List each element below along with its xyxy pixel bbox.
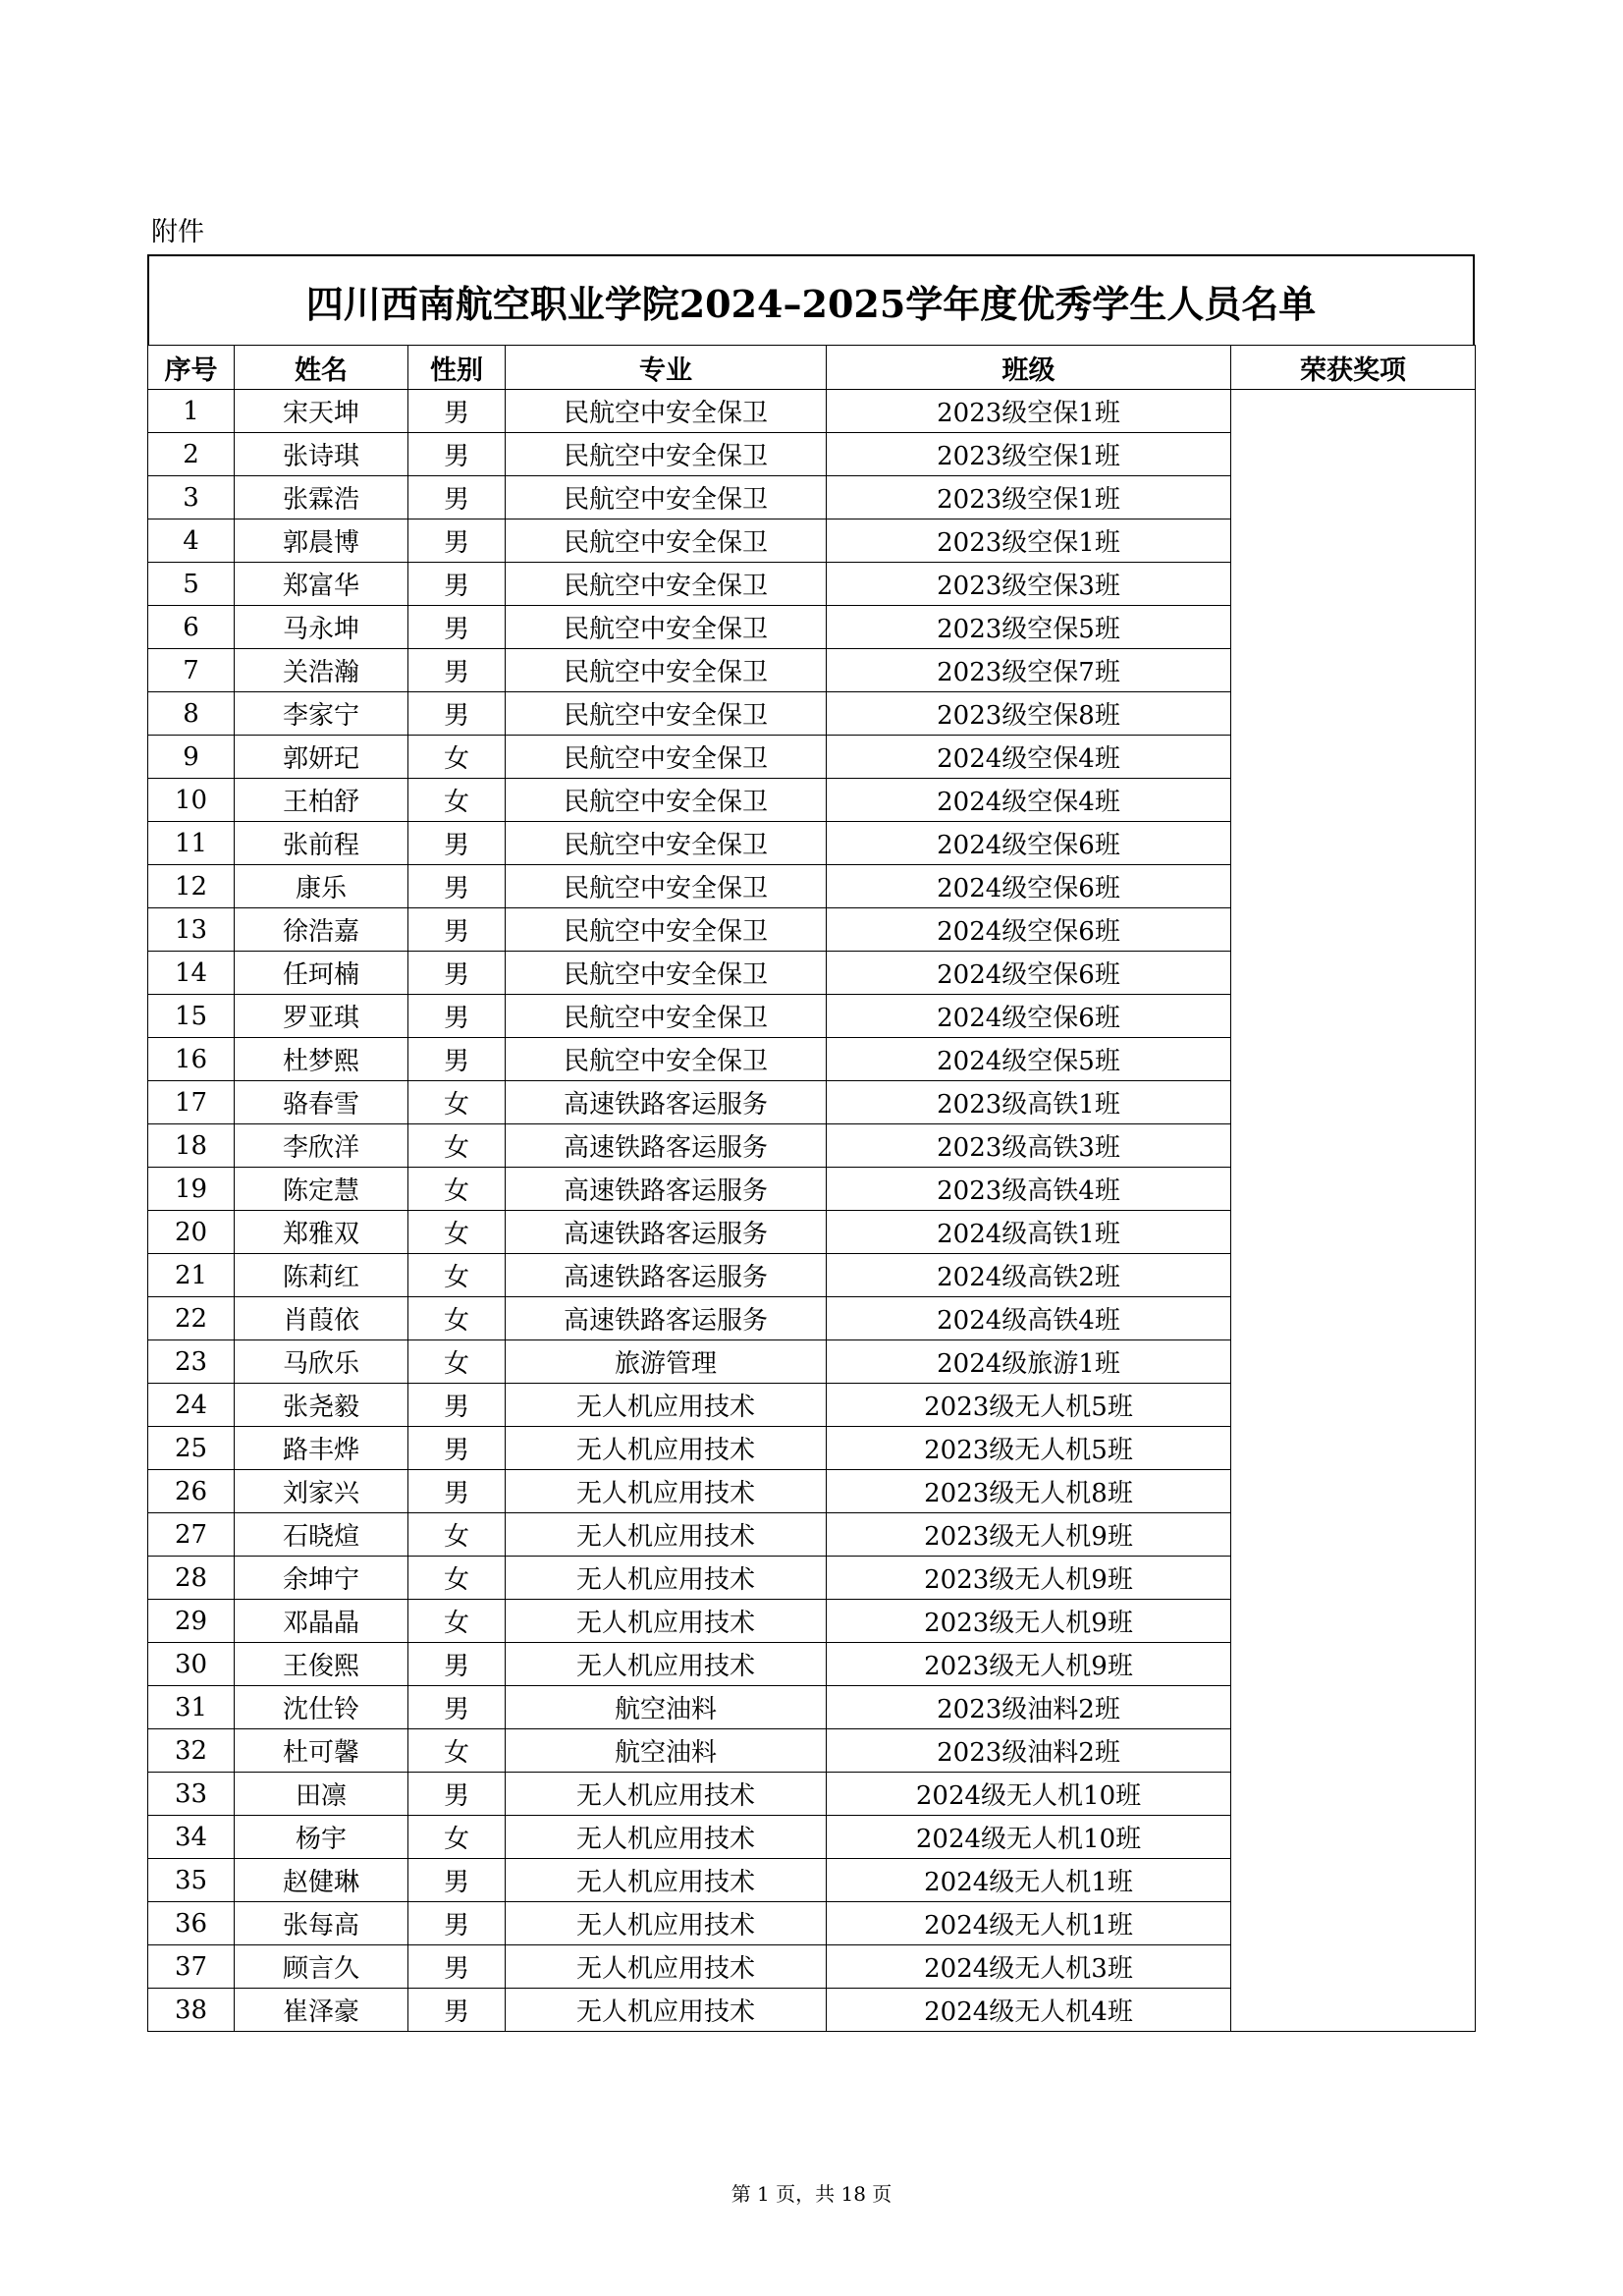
cell-major: 无人机应用技术: [506, 1427, 827, 1470]
cell-gender: 女: [408, 1124, 506, 1168]
cell-class: 2024级无人机3班: [827, 1945, 1231, 1989]
cell-gender: 女: [408, 1729, 506, 1773]
cell-class: 2023级空保7班: [827, 649, 1231, 692]
cell-major: 高速铁路客运服务: [506, 1211, 827, 1254]
cell-name: 路丰烨: [235, 1427, 408, 1470]
cell-index: 19: [148, 1168, 235, 1211]
cell-name: 赵健琳: [235, 1859, 408, 1902]
cell-name: 崔泽豪: [235, 1989, 408, 2032]
cell-gender: 男: [408, 649, 506, 692]
cell-gender: 男: [408, 1859, 506, 1902]
cell-major: 无人机应用技术: [506, 1773, 827, 1816]
cell-major: 民航空中安全保卫: [506, 908, 827, 952]
cell-name: 郭妍玘: [235, 736, 408, 779]
header-award: 荣获奖项: [1231, 346, 1476, 390]
cell-index: 12: [148, 865, 235, 908]
cell-major: 高速铁路客运服务: [506, 1254, 827, 1297]
cell-name: 任珂楠: [235, 952, 408, 995]
cell-class: 2024级无人机10班: [827, 1816, 1231, 1859]
cell-major: 无人机应用技术: [506, 1859, 827, 1902]
cell-class: 2023级空保1班: [827, 476, 1231, 519]
cell-major: 民航空中安全保卫: [506, 1038, 827, 1081]
cell-name: 顾言久: [235, 1945, 408, 1989]
cell-class: 2023级无人机8班: [827, 1470, 1231, 1513]
cell-major: 无人机应用技术: [506, 1902, 827, 1945]
cell-gender: 女: [408, 1513, 506, 1557]
cell-index: 32: [148, 1729, 235, 1773]
cell-class: 2024级空保5班: [827, 1038, 1231, 1081]
cell-index: 2: [148, 433, 235, 476]
cell-name: 陈定慧: [235, 1168, 408, 1211]
cell-major: 高速铁路客运服务: [506, 1124, 827, 1168]
cell-class: 2024级空保6班: [827, 995, 1231, 1038]
cell-major: 民航空中安全保卫: [506, 822, 827, 865]
cell-class: 2023级空保5班: [827, 606, 1231, 649]
cell-class: 2024级空保4班: [827, 779, 1231, 822]
cell-index: 27: [148, 1513, 235, 1557]
cell-class: 2024级无人机1班: [827, 1902, 1231, 1945]
cell-name: 马欣乐: [235, 1340, 408, 1384]
cell-name: 余坤宁: [235, 1557, 408, 1600]
cell-major: 民航空中安全保卫: [506, 390, 827, 433]
cell-major: 民航空中安全保卫: [506, 519, 827, 563]
cell-class: 2024级无人机1班: [827, 1859, 1231, 1902]
cell-index: 28: [148, 1557, 235, 1600]
cell-index: 34: [148, 1816, 235, 1859]
cell-name: 张前程: [235, 822, 408, 865]
header-index: 序号: [148, 346, 235, 390]
cell-class: 2023级空保1班: [827, 433, 1231, 476]
cell-gender: 男: [408, 433, 506, 476]
cell-major: 航空油料: [506, 1729, 827, 1773]
cell-index: 5: [148, 563, 235, 606]
cell-name: 王柏舒: [235, 779, 408, 822]
cell-class: 2023级油料2班: [827, 1686, 1231, 1729]
cell-class: 2024级空保6班: [827, 908, 1231, 952]
cell-gender: 男: [408, 1902, 506, 1945]
cell-gender: 男: [408, 908, 506, 952]
cell-gender: 男: [408, 519, 506, 563]
cell-index: 6: [148, 606, 235, 649]
cell-index: 30: [148, 1643, 235, 1686]
cell-index: 15: [148, 995, 235, 1038]
cell-gender: 女: [408, 1557, 506, 1600]
cell-name: 郑富华: [235, 563, 408, 606]
cell-class: 2023级空保1班: [827, 519, 1231, 563]
cell-gender: 男: [408, 390, 506, 433]
award-list-sheet: [147, 254, 1475, 2032]
cell-major: 民航空中安全保卫: [506, 779, 827, 822]
cell-index: 35: [148, 1859, 235, 1902]
cell-name: 张诗琪: [235, 433, 408, 476]
cell-index: 22: [148, 1297, 235, 1340]
cell-gender: 男: [408, 995, 506, 1038]
cell-index: 13: [148, 908, 235, 952]
cell-index: 17: [148, 1081, 235, 1124]
cell-index: 16: [148, 1038, 235, 1081]
cell-class: 2024级高铁4班: [827, 1297, 1231, 1340]
cell-name: 肖葭依: [235, 1297, 408, 1340]
cell-gender: 男: [408, 822, 506, 865]
cell-name: 邓晶晶: [235, 1600, 408, 1643]
cell-class: 2023级空保1班: [827, 390, 1231, 433]
cell-gender: 男: [408, 1384, 506, 1427]
cell-index: 23: [148, 1340, 235, 1384]
header-class: 班级: [827, 346, 1231, 390]
cell-class: 2024级空保6班: [827, 952, 1231, 995]
cell-gender: 女: [408, 1254, 506, 1297]
cell-award-merged: [1231, 390, 1476, 2032]
cell-major: 旅游管理: [506, 1340, 827, 1384]
cell-class: 2023级高铁4班: [827, 1168, 1231, 1211]
cell-name: 张尧毅: [235, 1384, 408, 1427]
cell-index: 36: [148, 1902, 235, 1945]
header-gender: 性别: [408, 346, 506, 390]
cell-index: 1: [148, 390, 235, 433]
cell-class: 2023级无人机9班: [827, 1557, 1231, 1600]
cell-gender: 女: [408, 1600, 506, 1643]
cell-index: 7: [148, 649, 235, 692]
cell-major: 高速铁路客运服务: [506, 1168, 827, 1211]
cell-class: 2023级无人机5班: [827, 1427, 1231, 1470]
cell-name: 马永坤: [235, 606, 408, 649]
cell-class: 2024级高铁1班: [827, 1211, 1231, 1254]
cell-major: 无人机应用技术: [506, 1384, 827, 1427]
cell-major: 无人机应用技术: [506, 1643, 827, 1686]
cell-gender: 女: [408, 1211, 506, 1254]
cell-gender: 男: [408, 606, 506, 649]
cell-index: 31: [148, 1686, 235, 1729]
cell-class: 2024级空保6班: [827, 865, 1231, 908]
cell-gender: 男: [408, 692, 506, 736]
cell-class: 2024级无人机4班: [827, 1989, 1231, 2032]
header-major: 专业: [506, 346, 827, 390]
cell-gender: 男: [408, 1038, 506, 1081]
cell-name: 李欣洋: [235, 1124, 408, 1168]
cell-gender: 女: [408, 779, 506, 822]
cell-class: 2023级无人机9班: [827, 1600, 1231, 1643]
cell-gender: 女: [408, 1081, 506, 1124]
cell-class: 2023级空保3班: [827, 563, 1231, 606]
document-title: 四川西南航空职业学院2024–2025学年度优秀学生人员名单: [147, 254, 1475, 345]
cell-major: 无人机应用技术: [506, 1945, 827, 1989]
cell-name: 刘家兴: [235, 1470, 408, 1513]
cell-major: 民航空中安全保卫: [506, 476, 827, 519]
cell-class: 2023级无人机5班: [827, 1384, 1231, 1427]
page-footer: 第 1 页，共 18 页: [730, 2182, 893, 2206]
cell-gender: 男: [408, 1427, 506, 1470]
cell-major: 无人机应用技术: [506, 1600, 827, 1643]
cell-name: 骆春雪: [235, 1081, 408, 1124]
cell-name: 杨宇: [235, 1816, 408, 1859]
cell-gender: 男: [408, 563, 506, 606]
cell-name: 张霖浩: [235, 476, 408, 519]
cell-class: 2023级无人机9班: [827, 1643, 1231, 1686]
cell-class: 2024级旅游1班: [827, 1340, 1231, 1384]
table-body: [148, 390, 1476, 2032]
cell-major: 高速铁路客运服务: [506, 1081, 827, 1124]
cell-major: 高速铁路客运服务: [506, 1297, 827, 1340]
cell-class: 2023级无人机9班: [827, 1513, 1231, 1557]
cell-name: 石晓煊: [235, 1513, 408, 1557]
cell-name: 张每高: [235, 1902, 408, 1945]
cell-name: 关浩瀚: [235, 649, 408, 692]
cell-name: 罗亚琪: [235, 995, 408, 1038]
cell-gender: 男: [408, 952, 506, 995]
cell-name: 郑雅双: [235, 1211, 408, 1254]
cell-gender: 女: [408, 1340, 506, 1384]
cell-index: 20: [148, 1211, 235, 1254]
cell-major: 无人机应用技术: [506, 1470, 827, 1513]
cell-gender: 女: [408, 736, 506, 779]
cell-index: 8: [148, 692, 235, 736]
cell-major: 民航空中安全保卫: [506, 606, 827, 649]
cell-class: 2024级空保4班: [827, 736, 1231, 779]
cell-index: 10: [148, 779, 235, 822]
cell-major: 无人机应用技术: [506, 1989, 827, 2032]
cell-name: 宋天坤: [235, 390, 408, 433]
cell-index: 26: [148, 1470, 235, 1513]
cell-major: 民航空中安全保卫: [506, 433, 827, 476]
cell-gender: 男: [408, 1945, 506, 1989]
cell-gender: 男: [408, 865, 506, 908]
cell-class: 2023级油料2班: [827, 1729, 1231, 1773]
cell-gender: 男: [408, 1773, 506, 1816]
cell-gender: 男: [408, 1470, 506, 1513]
cell-index: 33: [148, 1773, 235, 1816]
cell-name: 沈仕铃: [235, 1686, 408, 1729]
cell-gender: 男: [408, 1989, 506, 2032]
cell-index: 24: [148, 1384, 235, 1427]
cell-name: 杜梦熙: [235, 1038, 408, 1081]
cell-class: 2024级空保6班: [827, 822, 1231, 865]
cell-class: 2023级高铁3班: [827, 1124, 1231, 1168]
cell-major: 无人机应用技术: [506, 1513, 827, 1557]
cell-name: 郭晨博: [235, 519, 408, 563]
cell-gender: 女: [408, 1168, 506, 1211]
cell-name: 杜可馨: [235, 1729, 408, 1773]
cell-name: 王俊熙: [235, 1643, 408, 1686]
cell-index: 9: [148, 736, 235, 779]
cell-name: 陈莉红: [235, 1254, 408, 1297]
cell-index: 38: [148, 1989, 235, 2032]
cell-gender: 男: [408, 1643, 506, 1686]
cell-index: 18: [148, 1124, 235, 1168]
cell-major: 无人机应用技术: [506, 1557, 827, 1600]
cell-gender: 男: [408, 476, 506, 519]
cell-gender: 女: [408, 1297, 506, 1340]
cell-major: 民航空中安全保卫: [506, 692, 827, 736]
cell-major: 航空油料: [506, 1686, 827, 1729]
cell-major: 民航空中安全保卫: [506, 736, 827, 779]
cell-class: 2024级无人机10班: [827, 1773, 1231, 1816]
cell-index: 3: [148, 476, 235, 519]
table-header-row: [148, 346, 1476, 390]
table-row: [148, 390, 1476, 433]
cell-gender: 女: [408, 1816, 506, 1859]
cell-name: 康乐: [235, 865, 408, 908]
cell-class: 2024级高铁2班: [827, 1254, 1231, 1297]
cell-major: 民航空中安全保卫: [506, 952, 827, 995]
attachment-label: 附件: [151, 217, 204, 247]
cell-name: 李家宁: [235, 692, 408, 736]
cell-major: 民航空中安全保卫: [506, 649, 827, 692]
cell-index: 37: [148, 1945, 235, 1989]
cell-major: 民航空中安全保卫: [506, 995, 827, 1038]
cell-name: 田凛: [235, 1773, 408, 1816]
cell-gender: 男: [408, 1686, 506, 1729]
student-table: [147, 345, 1476, 2032]
cell-major: 民航空中安全保卫: [506, 865, 827, 908]
cell-index: 29: [148, 1600, 235, 1643]
cell-index: 21: [148, 1254, 235, 1297]
cell-name: 徐浩嘉: [235, 908, 408, 952]
cell-major: 无人机应用技术: [506, 1816, 827, 1859]
cell-index: 14: [148, 952, 235, 995]
header-name: 姓名: [235, 346, 408, 390]
cell-index: 25: [148, 1427, 235, 1470]
cell-major: 民航空中安全保卫: [506, 563, 827, 606]
cell-index: 11: [148, 822, 235, 865]
cell-index: 4: [148, 519, 235, 563]
cell-class: 2023级空保8班: [827, 692, 1231, 736]
cell-class: 2023级高铁1班: [827, 1081, 1231, 1124]
